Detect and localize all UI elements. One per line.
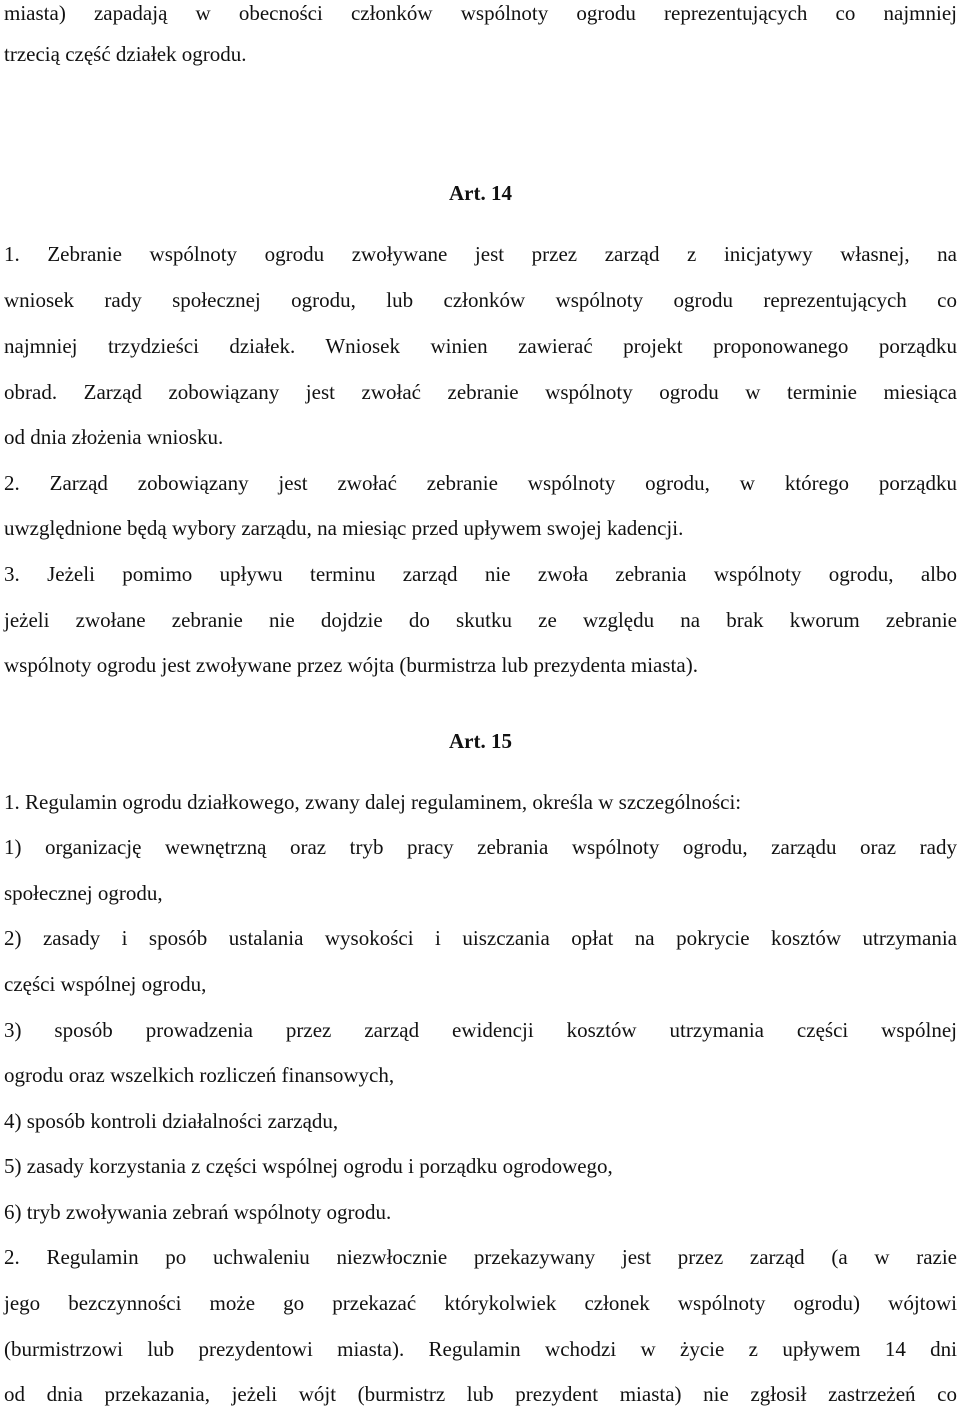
paragraph-line: 2. Zarząd zobowiązany jest zwołać zebranie wspólnoty ogrodu, w którego porządku — [4, 471, 957, 495]
paragraph-line: 5) zasady korzystania z części wspólnej ogrodu i porządku ogrodowego, — [4, 1154, 613, 1178]
paragraph-line: 2) zasady i sposób ustalania wysokości i uiszczania opłat na pokrycie kosztów utrzymania — [4, 926, 957, 950]
paragraph-line: 1) organizację wewnętrzną oraz tryb pracy zebrania wspólnoty ogrodu, zarządu oraz rady — [4, 835, 957, 859]
paragraph-line: 2. Regulamin po uchwaleniu niezwłocznie przekazywany jest przez zarząd (a w razie — [4, 1245, 957, 1269]
paragraph-line: 6) tryb zwoływania zebrań wspólnoty ogrodu. — [4, 1200, 392, 1224]
paragraph-line: od dnia złożenia wniosku. — [4, 425, 224, 449]
article-heading: Art. 14 — [449, 181, 512, 205]
paragraph-line: od dnia przekazania, jeżeli wójt (burmistrz lub prezydent miasta) nie zgłosił zastrzeżeń co — [4, 1382, 957, 1406]
paragraph-line: 3) sposób prowadzenia przez zarząd ewidencji kosztów utrzymania części wspólnej — [4, 1018, 957, 1042]
article-heading: Art. 15 — [449, 729, 512, 753]
paragraph-line: 4) sposób kontroli działalności zarządu, — [4, 1109, 339, 1133]
paragraph-line: jego bezczynności może go przekazać którykolwiek członek wspólnoty ogrodu) wójtowi — [4, 1291, 957, 1315]
paragraph-line: społecznej ogrodu, — [4, 881, 163, 905]
paragraph-line: części wspólnej ogrodu, — [4, 972, 207, 996]
paragraph-line: obrad. Zarząd zobowiązany jest zwołać zebranie wspólnoty ogrodu w terminie miesiąca — [4, 380, 957, 404]
paragraph-line: wspólnoty ogrodu jest zwoływane przez wójta (burmistrza lub prezydenta miasta). — [4, 653, 698, 677]
paragraph-line: ogrodu oraz wszelkich rozliczeń finansowych, — [4, 1063, 395, 1087]
paragraph-line: uwzględnione będą wybory zarządu, na miesiąc przed upływem swojej kadencji. — [4, 516, 684, 540]
paragraph-line: 3. Jeżeli pomimo upływu terminu zarząd nie zwoła zebrania wspólnoty ogrodu, albo — [4, 562, 957, 586]
paragraph-line: jeżeli zwołane zebranie nie dojdzie do skutku ze względu na brak kworum zebranie — [4, 608, 957, 632]
paragraph-line: 1. Zebranie wspólnoty ogrodu zwoływane jest przez zarząd z inicjatywy własnej, na — [4, 242, 957, 266]
paragraph-line: wniosek rady społecznej ogrodu, lub członków wspólnoty ogrodu reprezentujących co — [4, 288, 957, 312]
paragraph-line: najmniej trzydzieści działek. Wniosek winien zawierać projekt proponowanego porządku — [4, 334, 957, 358]
paragraph-line: 1. Regulamin ogrodu działkowego, zwany dalej regulaminem, określa w szczególności: — [4, 790, 742, 814]
paragraph-line: (burmistrzowi lub prezydentowi miasta). Regulamin wchodzi w życie z upływem 14 dni — [4, 1337, 957, 1361]
paragraph-line: miasta) zapadają w obecności członków wspólnoty ogrodu reprezentujących co najmniej — [4, 1, 957, 25]
paragraph-line: trzecią część działek ogrodu. — [4, 42, 247, 66]
